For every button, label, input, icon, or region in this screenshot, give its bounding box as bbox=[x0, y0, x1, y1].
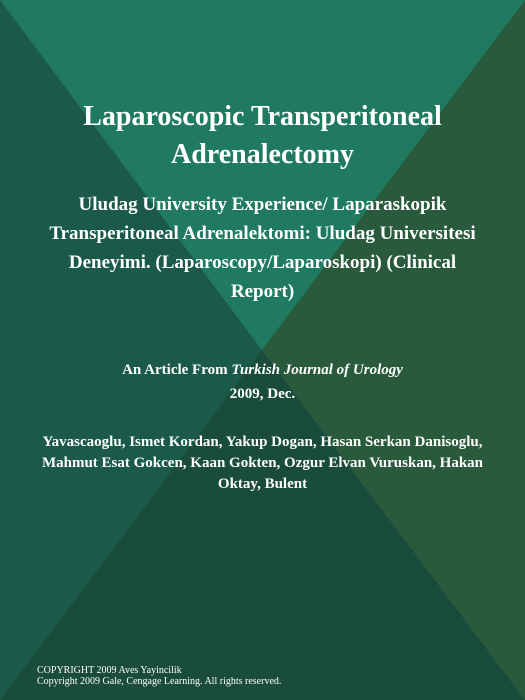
copyright-line-2: Copyright 2009 Gale, Cengage Learning. All rights reserved. bbox=[37, 676, 282, 687]
article-prefix: An Article From bbox=[122, 362, 232, 378]
publication-date: 2009, Dec. bbox=[229, 386, 296, 402]
journal-name: Turkish Journal of Urology bbox=[231, 362, 403, 378]
author-list: Yavascaoglu, Ismet Kordan, Yakup Dogan, Hasan Serkan Danisoglu, Mahmut Esat Gokcen, Kaan Gokten, Ozgur Elvan Vuruskan, Hakan Oktay, Bulent bbox=[41, 434, 484, 492]
article-source bbox=[40, 358, 485, 406]
copyright-notice bbox=[37, 665, 281, 687]
book-title: Laparoscopic Transperitoneal Adrenalectomy bbox=[83, 101, 442, 170]
book-subtitle: Uludag University Experience/ Laparaskopik Transperitoneal Adrenalektomi: Uludag Universitesi Deneyimi. (Laparoscopy/Laparoskopi) (Clinical Report) bbox=[49, 194, 476, 302]
copyright-line-1: COPYRIGHT 2009 Aves Yayincilik bbox=[37, 665, 182, 676]
